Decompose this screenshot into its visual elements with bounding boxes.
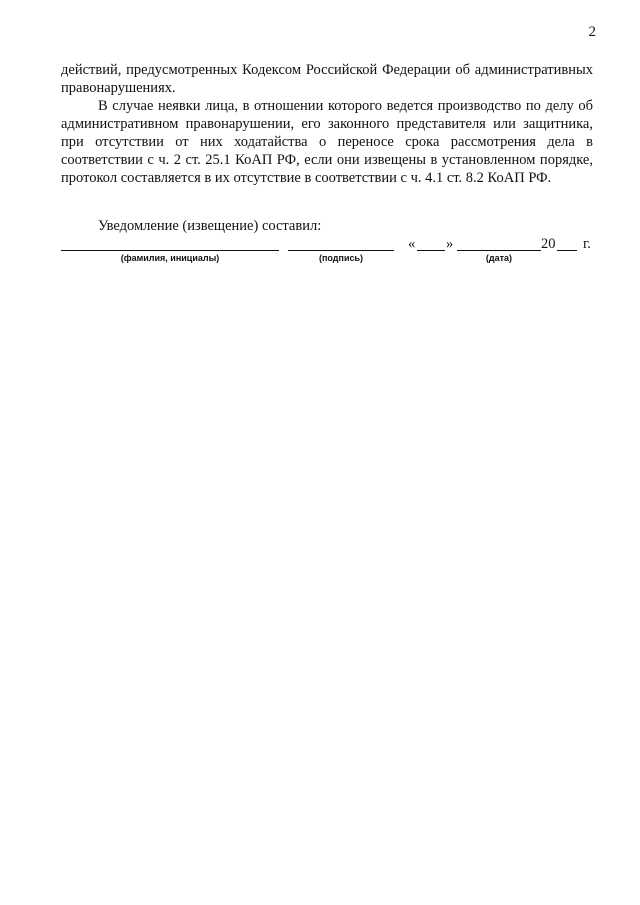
year-suffix: г. xyxy=(583,236,591,252)
year-prefix: 20 xyxy=(541,236,556,252)
signature-line xyxy=(288,236,394,251)
composer-label: Уведомление (извещение) составил: xyxy=(98,218,322,234)
date-caption: (дата) xyxy=(485,253,513,263)
quote-close: » xyxy=(446,236,454,252)
year-line xyxy=(557,236,577,251)
paragraph-continuation: действий, предусмотренных Кодексом Российской Федерации об административных правонарушениях. xyxy=(61,62,593,96)
month-line xyxy=(457,236,541,251)
signature-caption: (подпись) xyxy=(318,253,364,263)
page-number: 2 xyxy=(588,24,596,40)
paragraph-absence-notice: В случае неявки лица, в отношении которого ведется производство по делу об административном правонарушении, его законного представителя или защитника, при отсутствии от них ходатайства о переносе срока рассмотрения дела в соответствии с ч. 2 ст. 25.1 КоАП РФ, если они извещены в установленном порядке, протокол составляется в их отсутствие в соответствии с ч. 4.1 ст. 8.2 КоАП РФ. xyxy=(61,98,593,186)
name-caption: (фамилия, инициалы) xyxy=(120,253,220,263)
name-line xyxy=(61,236,279,251)
signature-row xyxy=(61,236,601,276)
day-line xyxy=(417,236,445,251)
quote-open: « xyxy=(408,236,416,252)
document-body xyxy=(61,61,593,187)
